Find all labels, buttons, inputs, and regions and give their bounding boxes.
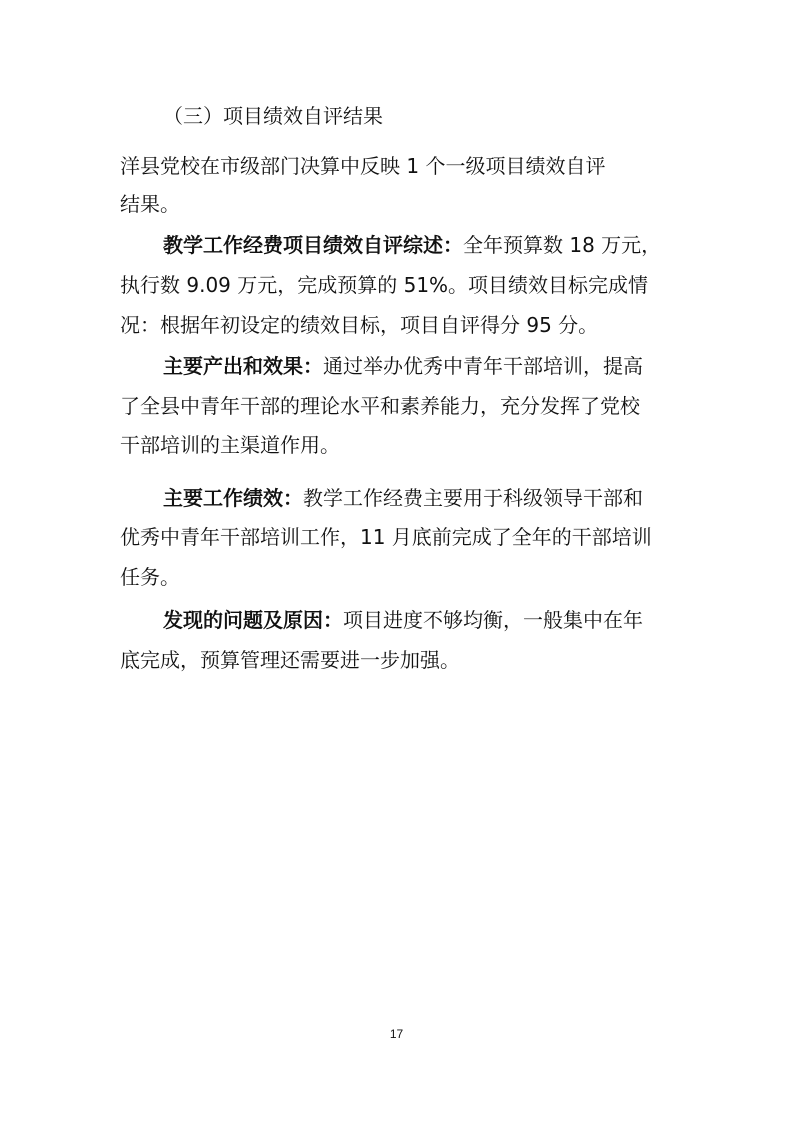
section-heading: （三）项目绩效自评结果 — [163, 104, 383, 128]
output-line-3: 干部培训的主渠道作用。 — [120, 433, 340, 457]
summary-text-1: 全年预算数 18 万元， — [463, 233, 662, 257]
performance-line-1 — [163, 485, 643, 511]
output-line-2: 了全县中青年干部的理论水平和素养能力，充分发挥了党校 — [120, 394, 640, 418]
output-label: 主要产出和效果： — [163, 354, 323, 378]
performance-line-2: 优秀中青年干部培训工作，11 月底前完成了全年的干部培训 — [120, 525, 652, 549]
page-number: 17 — [389, 1027, 404, 1041]
intro-line-2: 结果。 — [120, 192, 180, 216]
output-line-1 — [163, 353, 643, 379]
issues-label: 发现的问题及原因： — [163, 608, 343, 632]
performance-label: 主要工作绩效： — [163, 486, 303, 510]
summary-line-1 — [163, 232, 661, 258]
summary-line-2: 执行数 9.09 万元，完成预算的 51%。项目绩效目标完成情 — [120, 273, 649, 297]
performance-text-1: 教学工作经费主要用于科级领导干部和 — [303, 486, 643, 510]
summary-line-3: 况：根据年初设定的绩效目标，项目自评得分 95 分。 — [120, 313, 599, 337]
issues-line-2: 底完成，预算管理还需要进一步加强。 — [120, 648, 460, 672]
intro-text-1: 洋县党校在市级部门决算中反映 1 个一级项目绩效自评 — [120, 154, 606, 178]
issues-line-1 — [163, 607, 643, 633]
performance-line-3: 任务。 — [120, 565, 180, 589]
summary-label: 教学工作经费项目绩效自评综述： — [163, 233, 463, 257]
issues-text-1: 项目进度不够均衡，一般集中在年 — [343, 608, 643, 632]
intro-line-1 — [120, 153, 677, 179]
output-text-1: 通过举办优秀中青年干部培训，提高 — [323, 354, 643, 378]
